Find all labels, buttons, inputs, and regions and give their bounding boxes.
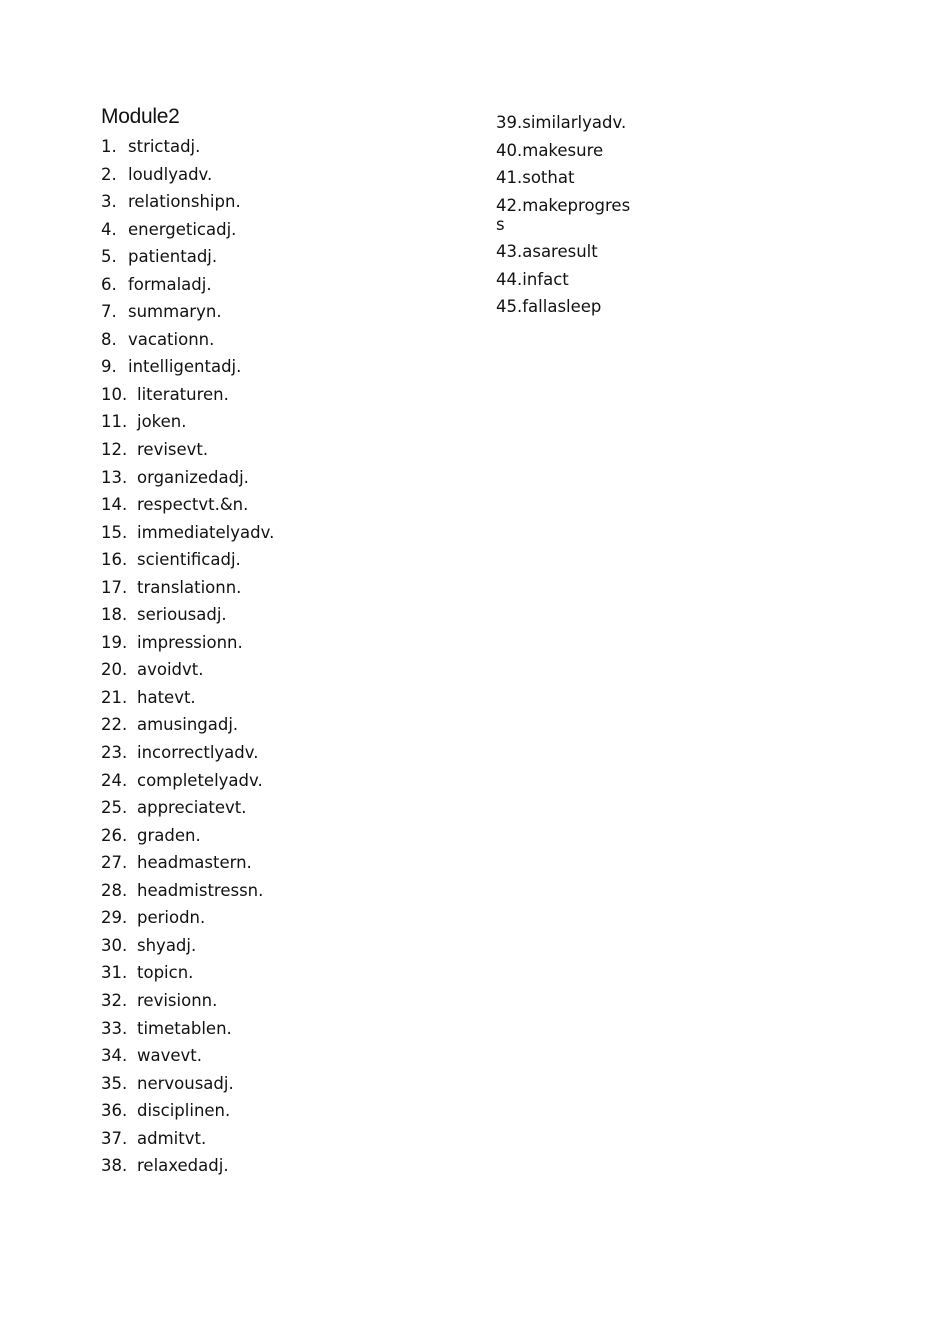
item-term: immediatelyadv. bbox=[137, 522, 275, 542]
list-item bbox=[101, 1125, 274, 1153]
item-number: 26. bbox=[101, 825, 128, 845]
item-term: revisevt. bbox=[137, 440, 209, 460]
item-number: 7. bbox=[101, 302, 117, 322]
item-number: 8. bbox=[101, 329, 117, 349]
list-item bbox=[101, 408, 274, 436]
item-term: relaxedadj. bbox=[137, 1156, 229, 1176]
item-number: 15. bbox=[101, 522, 128, 542]
list-item: 41.sothat bbox=[496, 168, 575, 187]
item-term: seriousadj. bbox=[137, 605, 227, 625]
item-term: energeticadj. bbox=[128, 219, 237, 239]
item-number: 3. bbox=[101, 192, 117, 212]
item-term: intelligentadj. bbox=[128, 357, 242, 377]
list-item bbox=[101, 629, 274, 657]
list-item bbox=[101, 601, 274, 629]
item-number: 28. bbox=[101, 880, 128, 900]
item-number: 29. bbox=[101, 908, 128, 928]
list-item bbox=[101, 822, 274, 850]
item-term: incorrectlyadv. bbox=[137, 743, 259, 763]
item-term: completelyadv. bbox=[137, 770, 263, 790]
list-item bbox=[101, 271, 274, 299]
list-item bbox=[101, 188, 274, 216]
list-item bbox=[101, 767, 274, 795]
item-term: respectvt.&n. bbox=[137, 495, 249, 515]
item-term: appreciatevt. bbox=[137, 798, 247, 818]
item-term: graden. bbox=[137, 825, 201, 845]
list-item bbox=[101, 546, 274, 574]
list-item bbox=[101, 1097, 274, 1125]
list-item bbox=[101, 794, 274, 822]
item-term: hatevt. bbox=[137, 687, 196, 707]
list-item bbox=[101, 877, 274, 905]
list-item: 40.makesure bbox=[496, 140, 604, 160]
list-item bbox=[101, 1015, 274, 1043]
item-number: 14. bbox=[101, 495, 128, 515]
item-number: 25. bbox=[101, 798, 128, 818]
item-term: literaturen. bbox=[137, 384, 229, 404]
list-item: 45.fallasleep bbox=[496, 297, 602, 316]
item-number: 36. bbox=[101, 1101, 128, 1121]
item-term: disciplinen. bbox=[137, 1101, 231, 1121]
item-term: patientadj. bbox=[128, 247, 218, 267]
list-item bbox=[101, 298, 274, 326]
list-item bbox=[101, 711, 274, 739]
list-item bbox=[101, 932, 274, 960]
item-number: 4. bbox=[101, 219, 117, 239]
item-term: impressionn. bbox=[137, 632, 243, 652]
item-term: nervousadj. bbox=[137, 1073, 234, 1093]
list-item bbox=[101, 656, 274, 684]
page-title: Module2 bbox=[101, 105, 180, 128]
item-number: 2. bbox=[101, 164, 117, 184]
item-number: 10. bbox=[101, 384, 128, 404]
item-term: shyadj. bbox=[137, 935, 197, 955]
list-item bbox=[101, 353, 274, 381]
list-item bbox=[101, 987, 274, 1015]
item-term: revisionn. bbox=[137, 990, 218, 1010]
list-item: 39.similarlyadv. bbox=[496, 113, 627, 132]
item-number: 18. bbox=[101, 605, 128, 625]
list-item bbox=[101, 1152, 274, 1180]
list-item bbox=[101, 1070, 274, 1098]
list-item bbox=[101, 519, 274, 547]
list-item bbox=[101, 216, 274, 244]
list-item: 43.asaresult bbox=[496, 242, 598, 261]
item-number: 37. bbox=[101, 1128, 128, 1148]
item-term: vacationn. bbox=[128, 329, 215, 349]
item-number: 12. bbox=[101, 440, 128, 460]
item-number: 38. bbox=[101, 1156, 128, 1176]
list-item: 44.infact bbox=[496, 269, 569, 289]
list-item bbox=[101, 133, 274, 161]
item-term: headmistressn. bbox=[137, 880, 264, 900]
item-term: formaladj. bbox=[128, 274, 212, 294]
item-number: 30. bbox=[101, 935, 128, 955]
item-term: joken. bbox=[137, 412, 187, 432]
item-term: admitvt. bbox=[137, 1128, 207, 1148]
list-item bbox=[101, 381, 274, 409]
list-item bbox=[101, 1042, 274, 1070]
item-number: 13. bbox=[101, 467, 128, 487]
item-term: headmastern. bbox=[137, 853, 252, 873]
list-item bbox=[101, 326, 274, 354]
item-term: topicn. bbox=[137, 963, 194, 983]
item-number: 31. bbox=[101, 963, 128, 983]
item-number: 20. bbox=[101, 660, 128, 680]
item-number: 17. bbox=[101, 577, 128, 597]
list-item bbox=[101, 161, 274, 189]
item-number: 9. bbox=[101, 357, 117, 377]
vocabulary-list-right bbox=[496, 109, 636, 321]
item-number: 5. bbox=[101, 247, 117, 267]
list-item bbox=[101, 959, 274, 987]
item-number: 35. bbox=[101, 1073, 128, 1093]
item-number: 1. bbox=[101, 137, 117, 156]
item-term: translationn. bbox=[137, 577, 242, 597]
item-term: relationshipn. bbox=[128, 192, 241, 212]
item-term: strictadj. bbox=[128, 137, 201, 156]
list-item: 42.makeprogress bbox=[496, 195, 631, 234]
item-term: wavevt. bbox=[137, 1046, 203, 1066]
item-number: 27. bbox=[101, 853, 128, 873]
item-term: periodn. bbox=[137, 908, 206, 928]
list-item bbox=[101, 464, 274, 492]
item-term: organizedadj. bbox=[137, 467, 249, 487]
item-number: 22. bbox=[101, 715, 128, 735]
item-number: 21. bbox=[101, 687, 128, 707]
list-item bbox=[101, 739, 274, 767]
list-item bbox=[101, 904, 274, 932]
vocabulary-list-left bbox=[101, 133, 274, 1180]
item-term: loudlyadv. bbox=[128, 164, 213, 184]
item-number: 24. bbox=[101, 770, 128, 790]
item-number: 19. bbox=[101, 632, 128, 652]
item-term: summaryn. bbox=[128, 302, 222, 322]
item-number: 11. bbox=[101, 412, 128, 432]
item-number: 16. bbox=[101, 550, 128, 570]
item-term: scientificadj. bbox=[137, 550, 241, 570]
item-term: amusingadj. bbox=[137, 715, 239, 735]
item-term: avoidvt. bbox=[137, 660, 204, 680]
item-number: 23. bbox=[101, 743, 128, 763]
item-number: 34. bbox=[101, 1046, 128, 1066]
list-item bbox=[101, 491, 274, 519]
list-item bbox=[101, 436, 274, 464]
list-item bbox=[101, 684, 274, 712]
list-item bbox=[101, 574, 274, 602]
item-term: timetablen. bbox=[137, 1018, 232, 1038]
item-number: 33. bbox=[101, 1018, 128, 1038]
list-item bbox=[101, 849, 274, 877]
list-item bbox=[101, 243, 274, 271]
item-number: 32. bbox=[101, 990, 128, 1010]
item-number: 6. bbox=[101, 274, 117, 294]
